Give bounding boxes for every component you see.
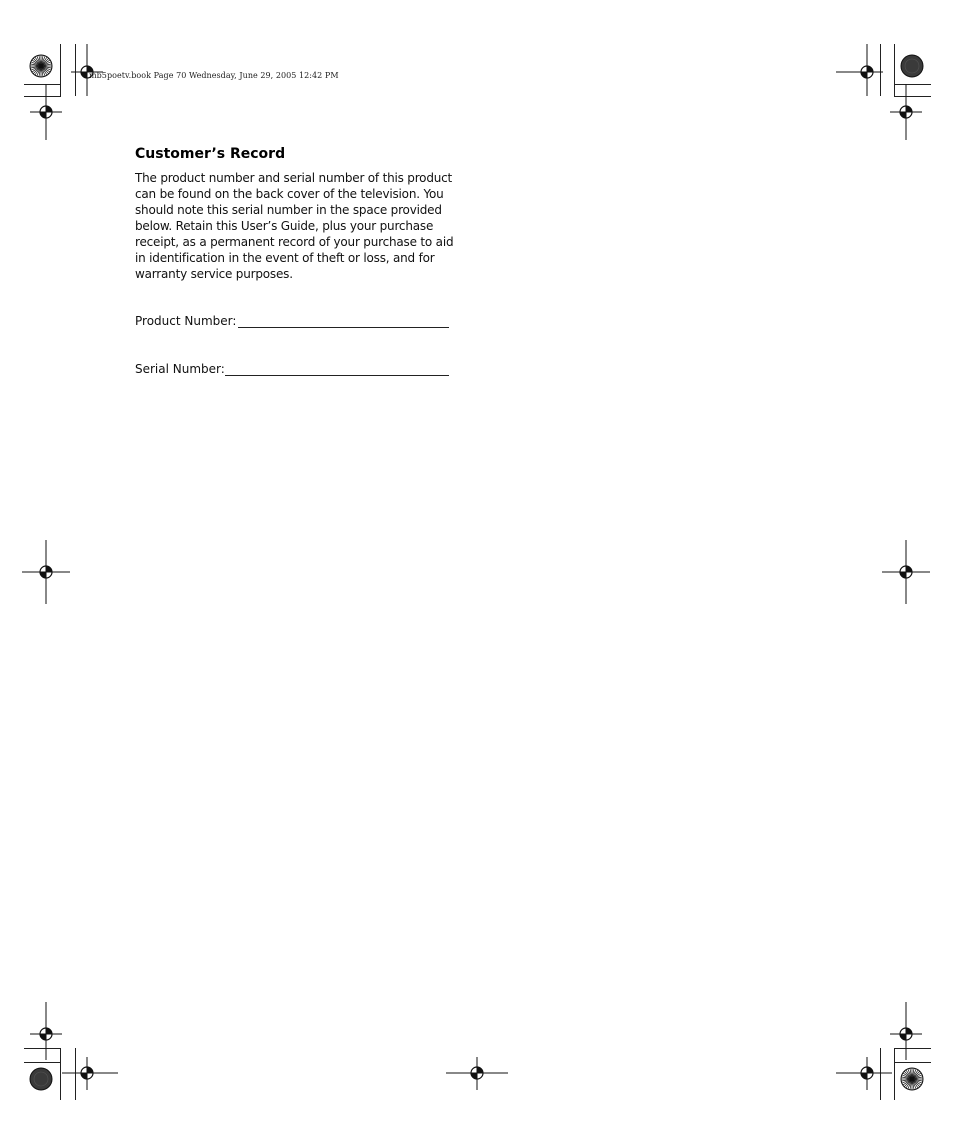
serial-number-label: Serial Number:: [135, 362, 225, 376]
paragraph-line: The product number and serial number of this product: [135, 171, 453, 185]
section-paragraph: [135, 170, 455, 282]
paragraph-line: below. Retain this User’s Guide, plus your purchase: [135, 219, 434, 233]
customers-record-section: [135, 146, 455, 376]
paragraph-line: receipt, as a permanent record of your purchase to aid: [135, 235, 454, 249]
paragraph-line: should note this serial number in the space provided: [135, 203, 442, 217]
paragraph-line: can be found on the back cover of the television. You: [135, 187, 444, 201]
serial-number-field[interactable]: [135, 362, 449, 376]
solid-disc-icon: [30, 1068, 52, 1090]
paragraph-line: in identification in the event of theft or loss, and for: [135, 251, 435, 265]
section-title: Customer’s Record: [135, 146, 286, 162]
starburst-icon: [901, 1068, 923, 1090]
starburst-icon: [30, 55, 52, 77]
product-number-blank[interactable]: [238, 315, 449, 328]
paragraph-line: warranty service purposes.: [135, 267, 293, 281]
solid-disc-icon: [901, 55, 923, 77]
print-slug-line: mb5poetv.book Page 70 Wednesday, June 29, 2005 12:42 PM: [89, 71, 339, 80]
serial-number-blank[interactable]: [225, 363, 449, 376]
product-number-label: Product Number:: [135, 314, 237, 328]
product-number-field[interactable]: [135, 314, 449, 328]
